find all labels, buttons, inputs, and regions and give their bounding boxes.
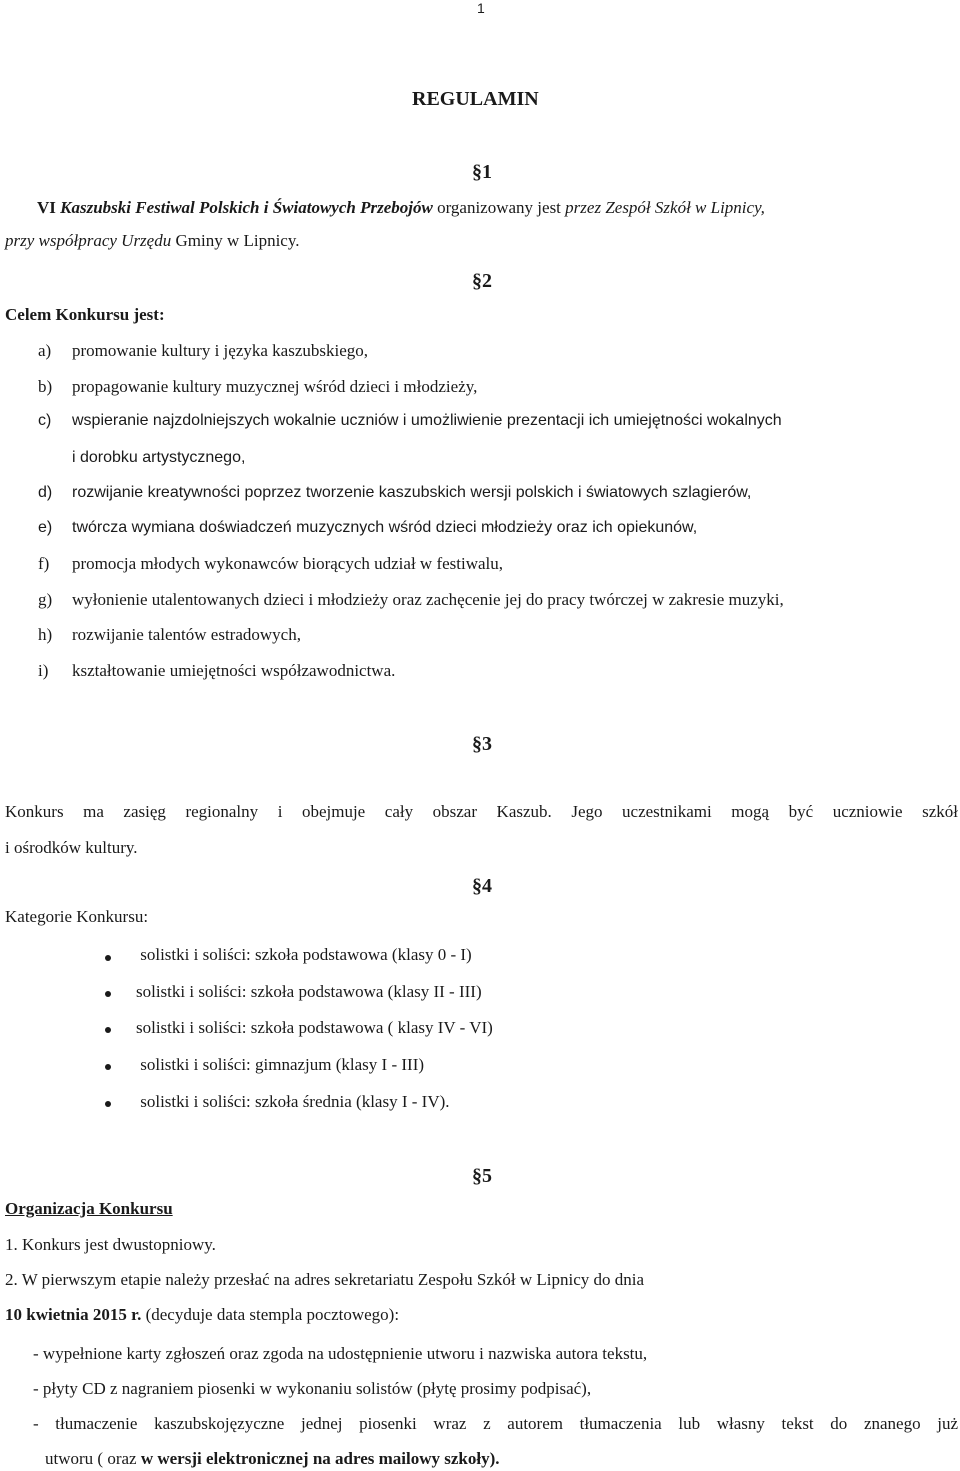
category-item-4: solistki i soliści: gimnazjum (klasy I - III) [136,1055,425,1074]
section-2-sign: §2 [472,270,492,292]
goal-marker-d: d) [38,484,53,501]
section-3-line1: Konkurs ma zasięg regionalny i obejmuje cały obszar Kaszub. Jego uczestnikami mogą być uczniowie szkół [5,802,958,821]
section-1-paragraph-line2: przy współpracy Urzędu Gminy w Lipnicy. [5,231,300,250]
section-2-lead: Celem Konkursu jest: [5,305,165,324]
section-5-heading: Organizacja Konkursu [5,1199,173,1218]
org-dash-2: - płyty CD z nagraniem piosenki w wykonaniu solistów (płytę prosimy podpisać), [33,1379,592,1398]
bullet-icon [105,1027,111,1033]
page-number: 1 [477,0,485,16]
goal-item-g: wyłonienie utalentowanych dzieci i młodzieży oraz zachęcenie jej do pracy twórczej w zakresie muzyki, [72,590,784,609]
bullet-icon [105,1101,111,1107]
goal-item-e: twórcza wymiana doświadczeń muzycznych wśród dzieci młodzieży oraz ich opiekunów, [72,519,698,536]
section-3-sign: §3 [472,733,492,755]
org-dash-4: utworu ( oraz w wersji elektronicznej na adres mailowy szkoły). [45,1449,500,1468]
goal-item-c: wspieranie najzdolniejszych wokalnie uczniów i umożliwienie prezentacji ich umiejętności wokalnych [72,412,782,429]
org-line-3: 10 kwietnia 2015 r. (decyduje data stempla pocztowego): [5,1305,400,1324]
section-5-sign: §5 [472,1165,492,1187]
section-4-lead: Kategorie Konkursu: [5,907,149,926]
section-4-sign: §4 [472,875,492,897]
goal-marker-f: f) [38,554,50,573]
goal-marker-h: h) [38,625,53,644]
org-line-2: 2. W pierwszym etapie należy przesłać na adres sekretariatu Zespołu Szkół w Lipnicy do dnia [5,1270,645,1289]
category-item-1: solistki i soliści: szkoła podstawowa (klasy 0 - I) [136,945,472,964]
goal-marker-a: a) [38,341,52,360]
goal-marker-g: g) [38,590,53,609]
section-1-sign: §1 [472,161,492,183]
bullet-icon [105,1064,111,1070]
section-3-line2: i ośrodków kultury. [5,838,138,857]
goal-marker-c: c) [38,412,52,429]
goal-item-d: rozwijanie kreatywności poprzez tworzenie kaszubskich wersji polskich i światowych szlagierów, [72,484,752,501]
goal-item-a: promowanie kultury i języka kaszubskiego, [72,341,369,360]
org-dash-1: - wypełnione karty zgłoszeń oraz zgoda na udostępnienie utworu i nazwiska autora tekstu, [33,1344,648,1363]
goal-item-h: rozwijanie talentów estradowych, [72,625,301,644]
goal-item-i: kształtowanie umiejętności współzawodnictwa. [72,661,396,680]
org-line-1: 1. Konkurs jest dwustopniowy. [5,1235,216,1254]
category-item-2: solistki i soliści: szkoła podstawowa (klasy II - III) [136,982,482,1001]
section-1-paragraph-line1: VI Kaszubski Festiwal Polskich i Światowych Przebojów organizowany jest przez Zespół Szkół w Lipnicy, [37,198,765,217]
category-item-5: solistki i soliści: szkoła średnia (klasy I - IV). [136,1092,450,1111]
goal-item-c-continuation: i dorobku artystycznego, [72,449,246,466]
category-item-3: solistki i soliści: szkoła podstawowa ( klasy IV - VI) [136,1018,493,1037]
bullet-icon [105,991,111,997]
goal-item-f: promocja młodych wykonawców biorących udział w festiwalu, [72,554,504,573]
bullet-icon [105,955,111,961]
document-title: REGULAMIN [412,88,539,110]
org-dash-3: - tłumaczenie kaszubskojęzyczne jednej piosenki wraz z autorem tłumaczenia lub własny tekst do znanego już [33,1414,958,1433]
goal-marker-e: e) [38,519,53,536]
goal-marker-b: b) [38,377,53,396]
goal-marker-i: i) [38,661,49,680]
goal-item-b: propagowanie kultury muzycznej wśród dzieci i młodzieży, [72,377,478,396]
